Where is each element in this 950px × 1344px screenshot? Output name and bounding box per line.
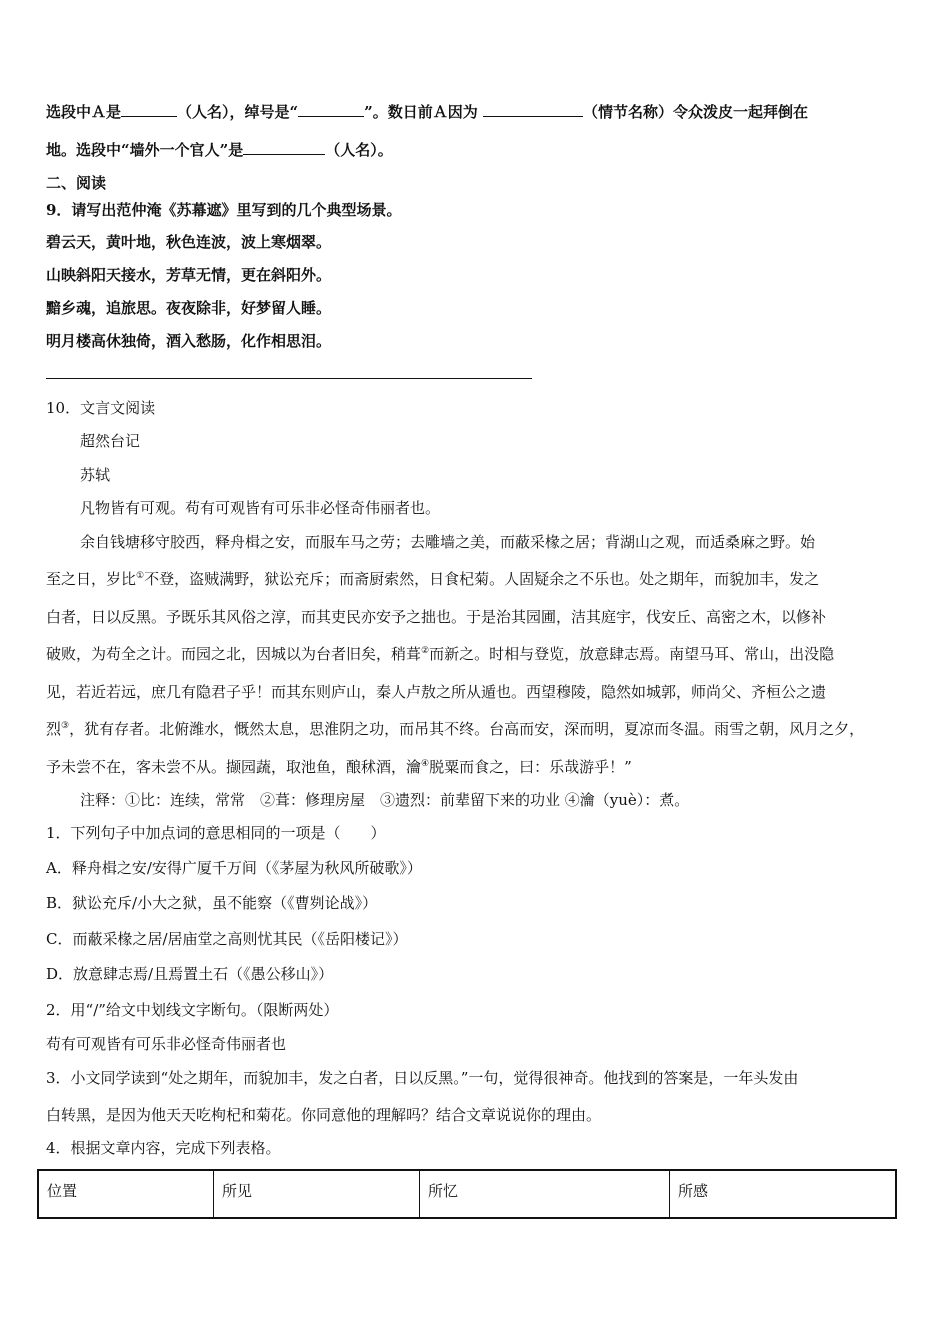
option-b[interactable]: B．狱讼充斥/小大之狱，虽不能察（《曹刿论战》） [46,894,378,912]
sub-question-3-cont: 白转黑，是因为他天天吃枸杞和菊花。你同意他的理解吗？结合文章说说你的理由。 [46,1106,602,1124]
answer-line[interactable] [46,378,532,379]
fill-in-line-1: 选段中Ａ是 （人名），绰号是“ ”。数日前Ａ因为 （情节名称）令众泼皮一起拜倒在 [46,103,809,121]
passage-line: 见，若近若远，庶几有隐君子乎！而其东则庐山，秦人卢敖之所从遁也。西望穆陵，隐然如城郭，师尚父、齐桓公之遗 [46,683,827,701]
blank-person-name[interactable] [121,102,177,117]
blank-plot-name[interactable] [483,102,583,117]
passage-line: 白者，日以反黑。予既乐其风俗之淳，而其吏民亦安予之拙也。于是治其园圃，洁其庭宇，伐安丘、高密之木，以修补 [46,608,827,626]
blank-nickname[interactable] [298,102,364,117]
footnote-marker: ④ [421,759,430,769]
passage-line: 至之日，岁比①不登，盗贼满野，狱讼充斥；而斋厨索然，日食杞菊。人固疑余之不乐也。处之期年，而貌加丰，发之 [46,570,820,588]
q10-heading: 10．文言文阅读 [46,399,156,417]
option-d[interactable]: D．放意肆志焉/且焉置土石（《愚公移山》） [46,965,334,983]
poem-line: 黯乡魂，追旅思。夜夜除非，好梦留人睡。 [46,299,332,317]
section-heading-reading: 二、阅读 [46,174,107,192]
option-a[interactable]: A．释舟楫之安/安得广厦千万间（《茅屋为秋风所破歌》） [46,859,422,877]
blank-official-name[interactable] [243,140,325,155]
sub-question-2: 2．用“/”给文中划线文字断句。（限断两处） [46,1001,339,1019]
passage-line: 烈③，犹有存者。北俯潍水，慨然太息，思淮阴之功，而吊其不终。台高而安，深而明，夏凉而冬温。雨雪之朝，风月之夕， [46,720,865,738]
sub-question-4: 4．根据文章内容，完成下列表格。 [46,1139,281,1157]
table-cell[interactable]: 所见 [214,1170,420,1218]
table-header-row [38,1170,896,1218]
poem-line: 山映斜阳天接水，芳草无情，更在斜阳外。 [46,266,332,284]
q9-prompt: 9．请写出范仲淹《苏幕遮》里写到的几个典型场景。 [46,201,402,219]
sub-question-3: 3．小文同学读到“处之期年，而貌加丰，发之白者，日以反黑。”一句，觉得很神奇。他找到的答案是，一年头发由 [46,1069,799,1087]
passage-line: 破败，为苟全之计。而园之北，因城以为台者旧矣，稍葺②而新之。时相与登览，放意肆志焉。南望马耳、常山，出没隐 [46,645,835,663]
fill-in-line-2: 地。选段中“墙外一个官人”是 （人名）。 [46,141,393,159]
passage-title: 超然台记 [80,432,141,450]
poem-line: 碧云天，黄叶地，秋色连波，波上寒烟翠。 [46,233,332,251]
footnote-marker: ② [421,646,430,656]
sentence-to-punctuate: 苟有可观皆有可乐非必怪奇伟丽者也 [46,1035,287,1053]
table-cell[interactable]: 所忆 [420,1170,670,1218]
annotations: 注释：①比：连续，常常 ②葺：修理房屋 ③遗烈：前辈留下来的功业 ④瀹（yuè）：煮。 [80,791,690,809]
sub-question-1: 1．下列句子中加点词的意思相同的一项是（ ） [46,824,386,842]
table-cell[interactable]: 位置 [38,1170,214,1218]
passage-author: 苏轼 [80,466,111,484]
poem-line: 明月楼高休独倚，酒入愁肠，化作相思泪。 [46,332,332,350]
option-c[interactable]: C．而蔽采椽之居/居庙堂之高则忧其民（《岳阳楼记》） [46,930,408,948]
table-cell[interactable]: 所感 [670,1170,897,1218]
footnote-marker: ③ [61,721,70,731]
passage-line: 余自钱塘移守胶西，释舟楫之安，而服车马之劳；去雕墙之美，而蔽采椽之居；背湖山之观，而适桑麻之野。始 [80,533,816,551]
passage-line: 予未尝不在，客未尝不从。撷园蔬，取池鱼，酿秫酒，瀹④脱粟而食之，曰：乐哉游乎！” [46,758,632,776]
passage-opening-underlined: 凡物皆有可观。苟有可观皆有可乐非必怪奇伟丽者也。 [80,499,441,517]
answer-table [37,1169,897,1219]
footnote-marker: ① [136,571,145,581]
